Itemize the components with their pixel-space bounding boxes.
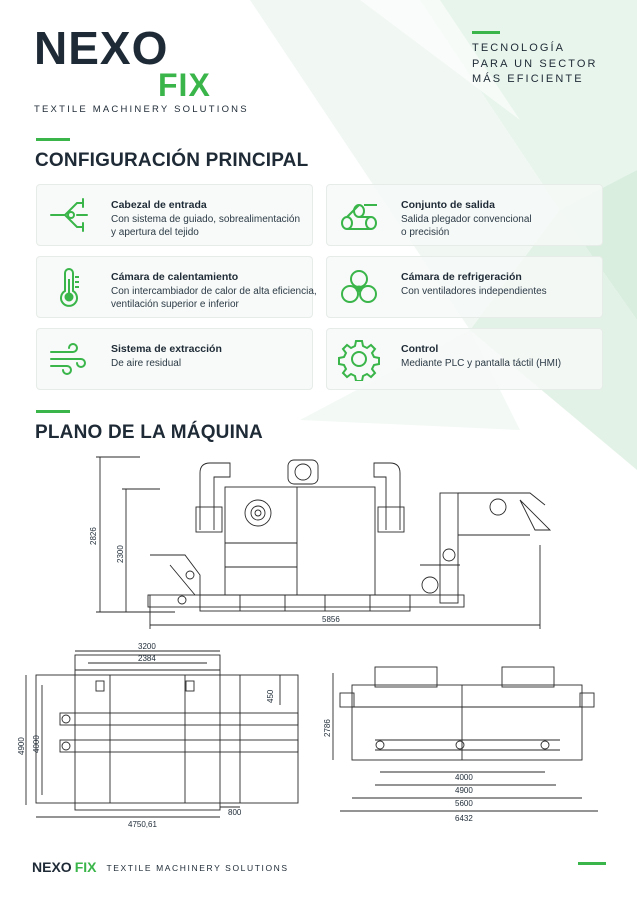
machine-blueprint — [0, 445, 637, 835]
dim-side-width: 5856 — [322, 615, 340, 624]
tagline — [472, 41, 622, 88]
config-card-cooling — [326, 256, 603, 318]
config-card-heating — [36, 256, 317, 318]
config-card-input-head — [36, 184, 313, 246]
dim-side-height-total: 2826 — [89, 527, 98, 545]
logo-fix: FIX — [158, 67, 211, 103]
card-title: Cámara de calentamiento — [111, 271, 239, 283]
config-card-output — [326, 184, 603, 246]
card-title: Control — [401, 343, 439, 355]
brand-logo — [34, 22, 249, 115]
dim-front-w1: 4000 — [455, 773, 473, 782]
card-title: Cabezal de entrada — [111, 199, 207, 211]
config-card-control — [326, 328, 603, 390]
rollers-icon — [337, 193, 381, 237]
card-description: Con sistema de guiado, sobrealimentación y apertura del tejido — [111, 214, 300, 238]
dim-front-w3: 5600 — [455, 799, 473, 808]
tagline-line-3: MÁS EFICIENTE — [472, 73, 584, 85]
section-title-plan: PLANO DE LA MÁQUINA — [35, 422, 263, 443]
thermometer-icon — [47, 265, 91, 309]
gear-icon — [337, 337, 381, 381]
footer-brand — [32, 859, 289, 877]
tagline-accent-bar — [472, 31, 500, 34]
card-title: Cámara de refrigeración — [401, 271, 522, 283]
dim-front-height: 2786 — [323, 719, 332, 737]
footer-logo-fix: FIX — [74, 859, 97, 875]
dim-top-inner-width: 2384 — [138, 654, 156, 663]
dim-front-w4: 6432 — [455, 814, 473, 823]
dim-side-height-body: 2300 — [116, 545, 125, 563]
dim-top-height-inner: 4000 — [32, 735, 41, 753]
air-flow-icon — [47, 337, 91, 381]
section-accent-bar — [36, 410, 70, 413]
tagline-line-2: PARA UN SECTOR — [472, 57, 598, 70]
card-description: Salida plegador convencional o precisión — [401, 214, 532, 238]
card-title: Sistema de extracción — [111, 343, 222, 355]
card-title: Conjunto de salida — [401, 199, 495, 211]
footer-accent-bar — [578, 862, 606, 865]
section-accent-bar — [36, 138, 70, 141]
logo-nexo: NEXO — [34, 22, 169, 74]
footer-subtitle: TEXTILE MACHINERY SOLUTIONS — [106, 863, 289, 873]
dim-top-length: 4750,61 — [128, 820, 157, 829]
card-description: De aire residual — [111, 358, 182, 369]
card-description: Con intercambiador de calor de alta eficiencia, ventilación superior e inferior — [111, 286, 317, 310]
fabric-guide-icon — [47, 193, 91, 237]
section-title-config: CONFIGURACIÓN PRINCIPAL — [35, 150, 309, 171]
dim-top-extra: 800 — [228, 808, 242, 817]
dim-top-offset: 450 — [266, 689, 275, 703]
card-description: Mediante PLC y pantalla táctil (HMI) — [401, 358, 562, 369]
dim-top-height-outer: 4900 — [17, 737, 26, 755]
card-description: Con ventiladores independientes — [401, 286, 547, 297]
dim-top-outer-width: 3200 — [138, 642, 156, 651]
tagline-line-1: TECNOLOGÍA — [472, 42, 566, 54]
footer-logo-nexo: NEXO — [32, 859, 72, 875]
fan-icon — [337, 265, 381, 309]
config-card-extraction — [36, 328, 313, 390]
dim-front-w2: 4900 — [455, 786, 473, 795]
logo-subtitle: TEXTILE MACHINERY SOLUTIONS — [34, 104, 249, 115]
